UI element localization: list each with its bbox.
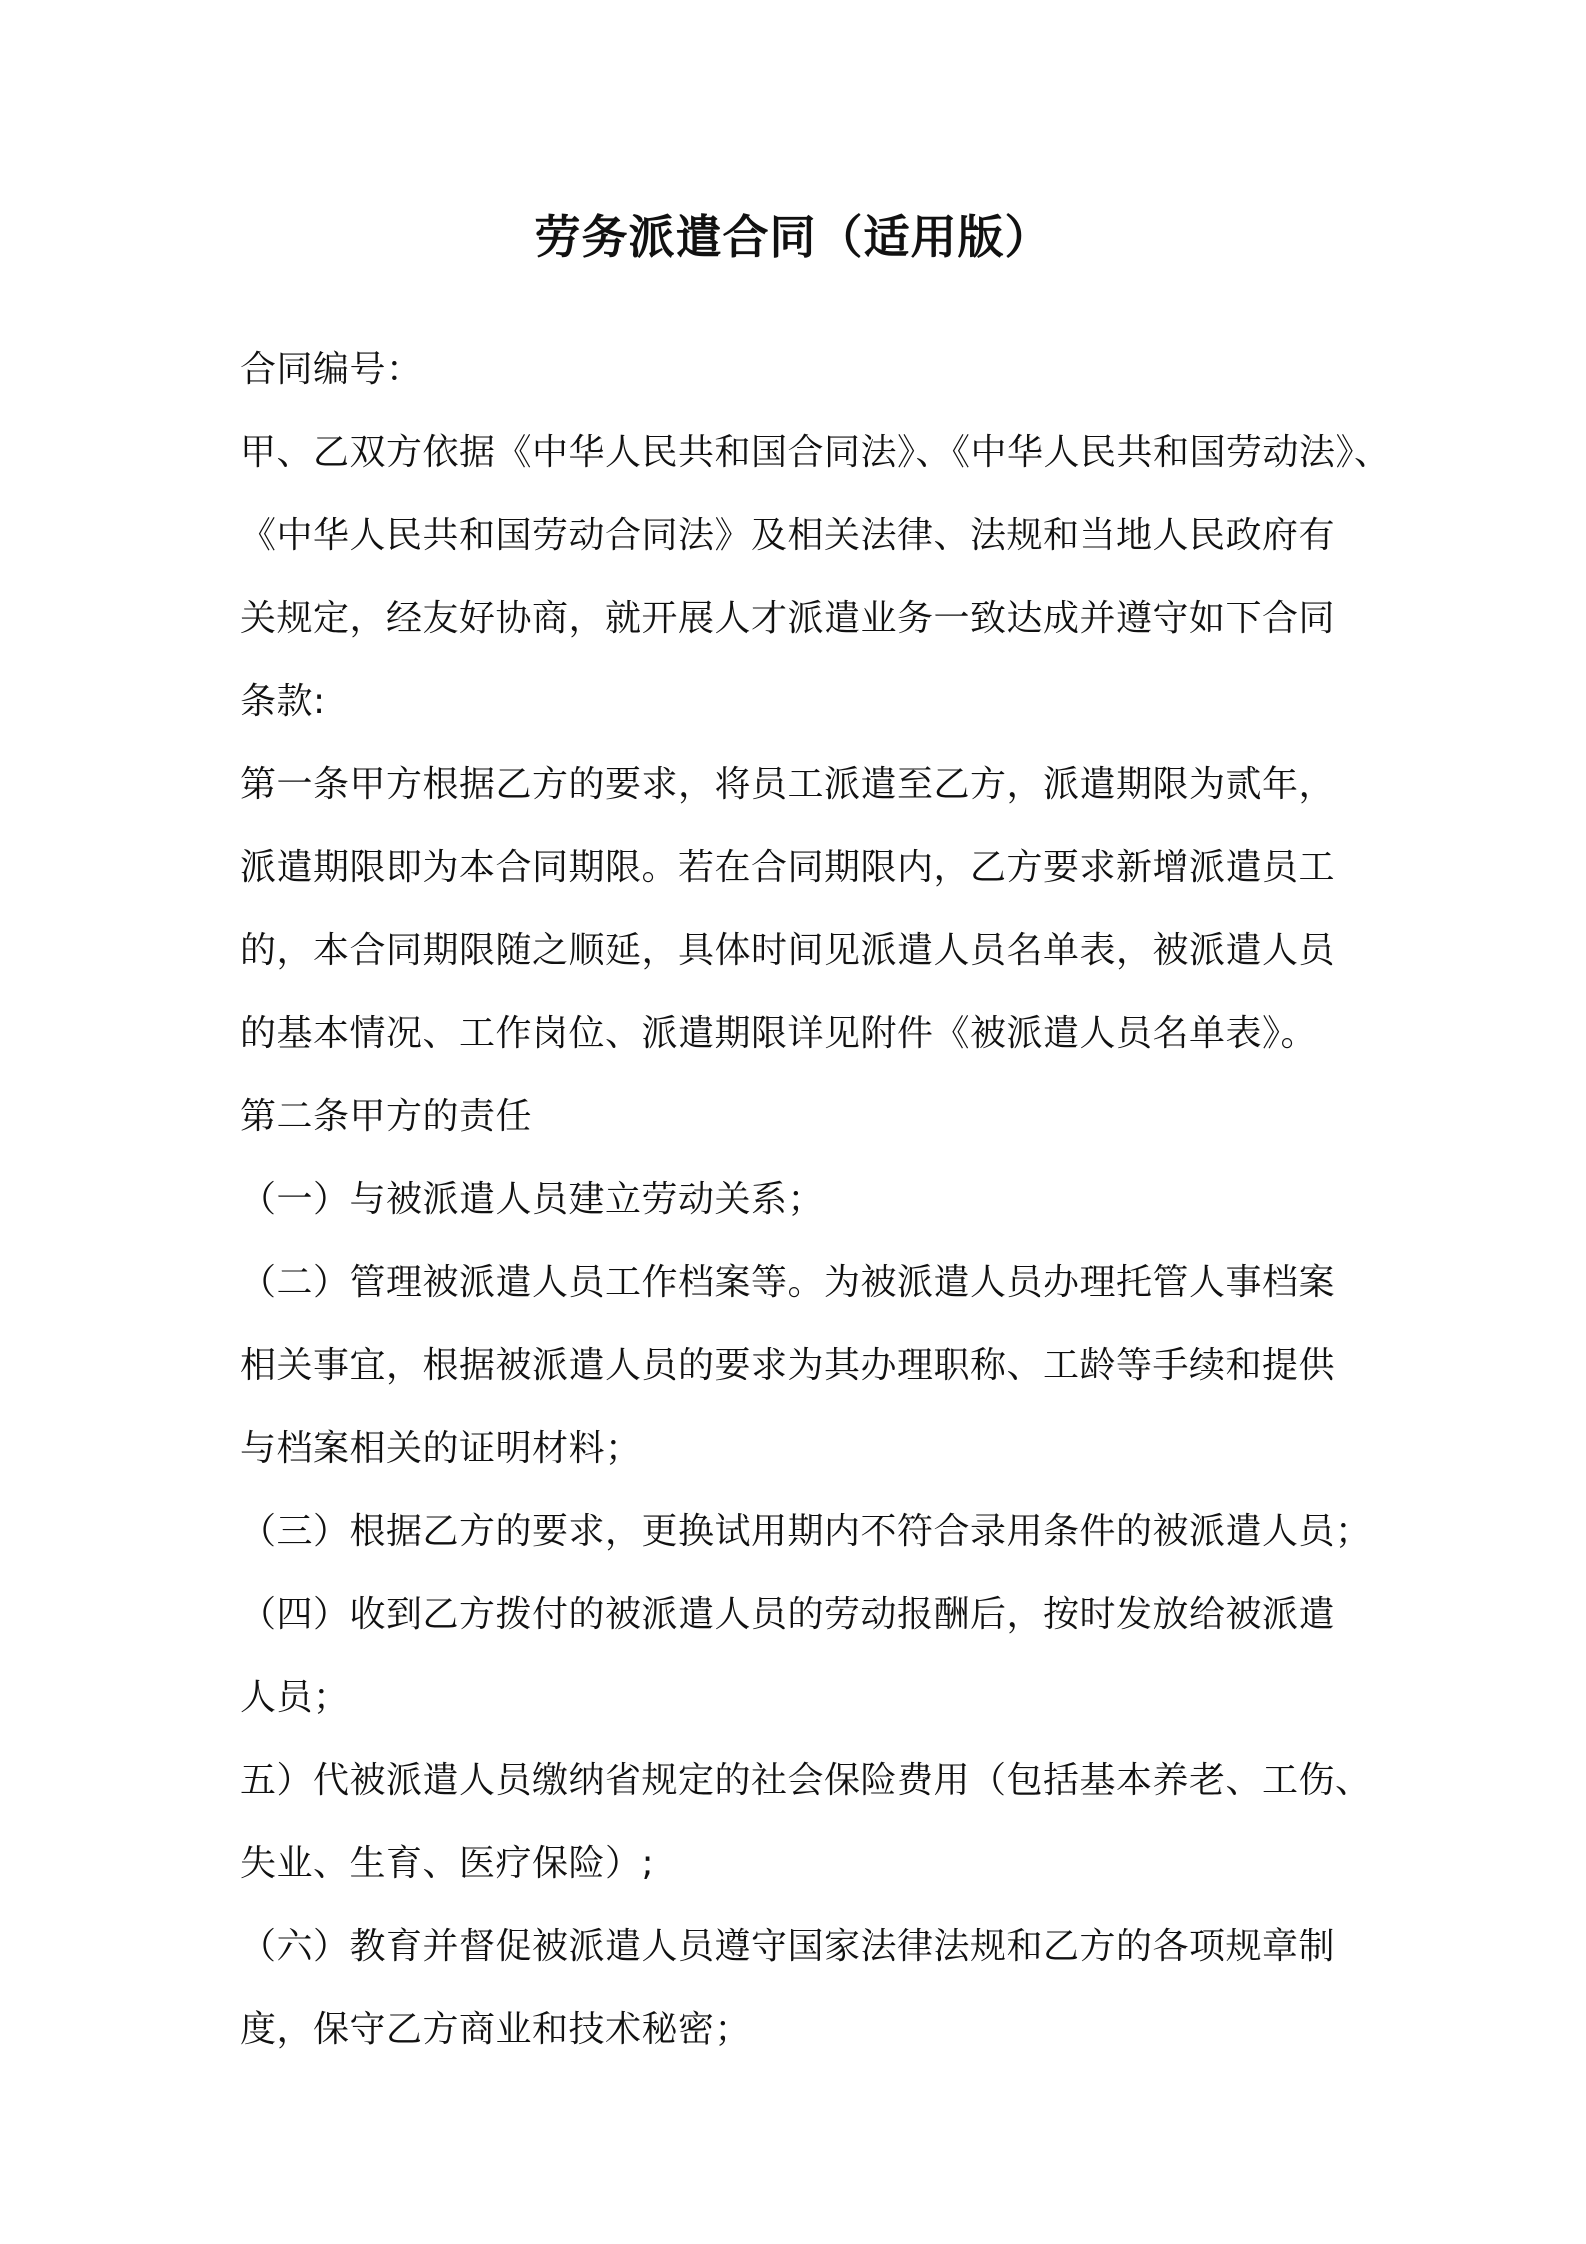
article-1-line: 的，本合同期限随之顺延，具体时间见派遣人员名单表，被派遣人员	[240, 930, 1336, 971]
clause-4-line: 人员；	[240, 1677, 350, 1718]
document-title: 劳务派遣合同（适用版）	[534, 210, 1052, 264]
clause-6-line: （六）教育并督促被派遣人员遵守国家法律法规和乙方的各项规章制	[240, 1926, 1336, 1967]
article-1-line: 的基本情况、工作岗位、派遣期限详见附件《被派遣人员名单表》。	[240, 1013, 1318, 1054]
clause-1-line: （一）与被派遣人员建立劳动关系；	[240, 1179, 825, 1220]
clause-4-line: （四）收到乙方拨付的被派遣人员的劳动报酬后，按时发放给被派遣	[240, 1594, 1336, 1635]
article-1-line: 第一条甲方根据乙方的要求，将员工派遣至乙方，派遣期限为贰年，	[240, 764, 1336, 805]
article-2-heading: 第二条甲方的责任	[240, 1096, 533, 1137]
preamble-line: 条款:	[240, 681, 326, 722]
clause-3-line: （三）根据乙方的要求，更换试用期内不符合录用条件的被派遣人员；	[240, 1511, 1372, 1552]
contract-number-line: 合同编号：	[240, 349, 423, 390]
clause-6-line: 度，保守乙方商业和技术秘密；	[240, 2009, 752, 2050]
preamble-line: 甲、乙双方依据《中华人民共和国合同法》、《中华人民共和国劳动法》、	[240, 432, 1391, 473]
article-1-line: 派遣期限即为本合同期限。若在合同期限内，乙方要求新增派遣员工	[240, 847, 1336, 888]
clause-2-line: 相关事宜，根据被派遣人员的要求为其办理职称、工龄等手续和提供	[240, 1345, 1336, 1386]
clause-2-line: 与档案相关的证明材料；	[240, 1428, 642, 1469]
document-body	[240, 328, 1390, 2071]
clause-5-line: 五）代被派遣人员缴纳省规定的社会保险费用（包括基本养老、工伤、	[240, 1760, 1372, 1801]
clause-2-line: （二）管理被派遣人员工作档案等。为被派遣人员办理托管人事档案	[240, 1262, 1336, 1303]
preamble-line: 《中华人民共和国劳动合同法》及相关法律、法规和当地人民政府有	[240, 515, 1336, 556]
clause-5-line: 失业、生育、医疗保险）;	[240, 1843, 655, 1884]
preamble-line: 关规定，经友好协商，就开展人才派遣业务一致达成并遵守如下合同	[240, 598, 1336, 639]
